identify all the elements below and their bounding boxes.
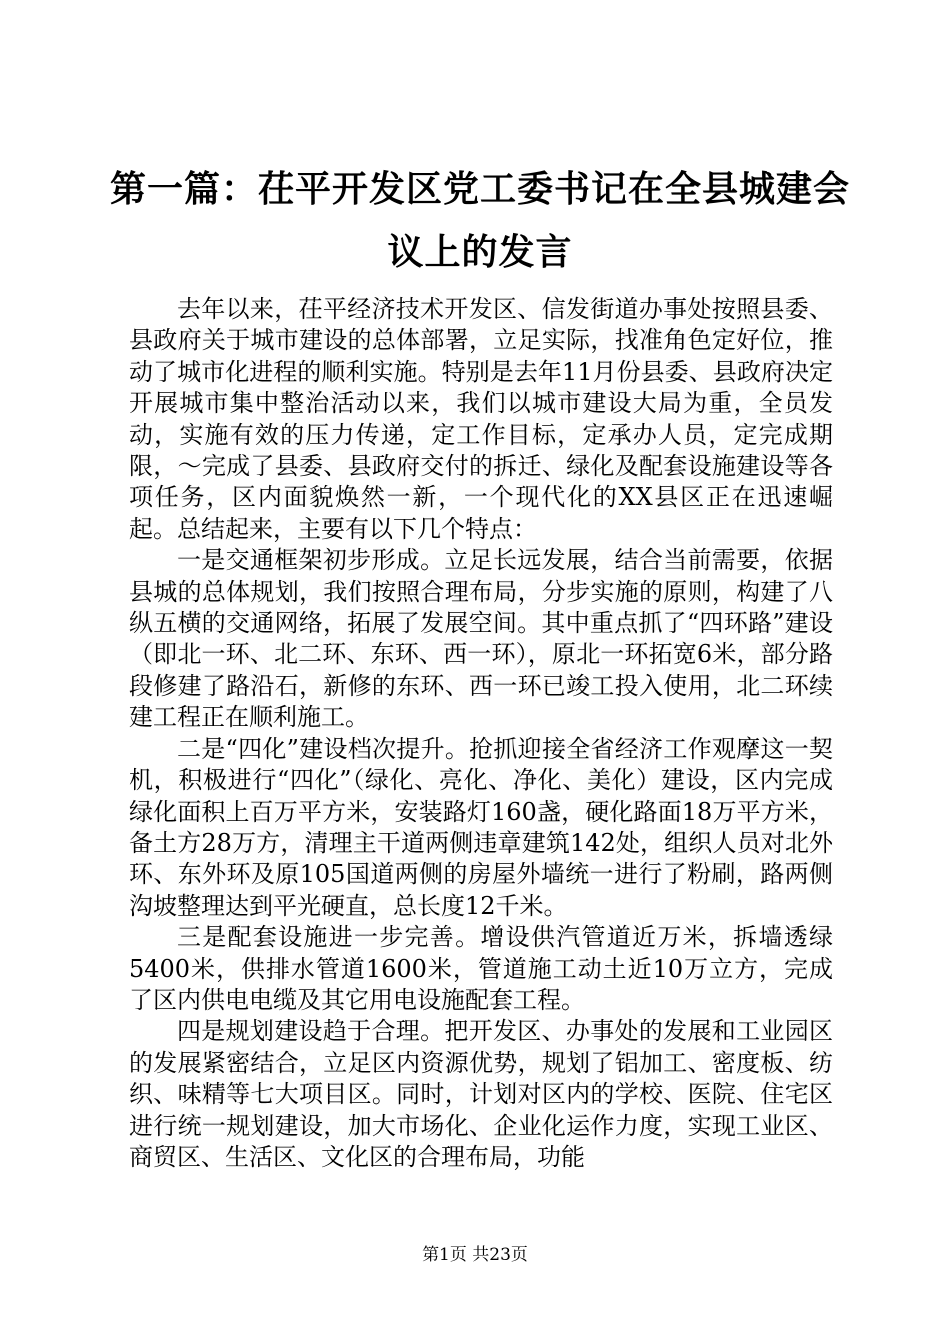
page-number: 第1页 共23页 (422, 1245, 528, 1265)
document-title: 第一篇：茌平开发区党工委书记在全县城建会议上的发言 (109, 168, 850, 273)
paragraph-facilities: 三是配套设施进一步完善。增设供汽管道近万米，拆墙透绿5400米，供排水管道1600米，管道施工动土近10万立方，完成了区内供电电缆及其它用电设施配套工程。 (129, 923, 833, 1014)
paragraph-planning: 四是规划建设趋于合理。把开发区、办事处的发展和工业园区的发展紧密结合，立足区内资源优势，规划了铝加工、密度板、纺织、味精等七大项目区。同时，计划对区内的学校、医院、住宅区进行统一规划建设，加大市场化、企业化运作力度，实现工业区、商贸区、生活区、文化区的合理布局，功能 (129, 1017, 833, 1171)
paragraph-transport: 一是交通框架初步形成。立足长远发展，结合当前需要，依据县城的总体规划，我们按照合理布局，分步实施的原则，构建了八纵五横的交通网络，拓展了发展空间。其中重点抓了“四环路”建设（即北一环、北二环、东环、西一环），原北一环拓宽6米，部分路段修建了路沿石，新修的东环、西一环已竣工投入使用，北二环续建工程正在顺利施工。 (129, 546, 833, 732)
paragraph-four-modernizations: 二是“四化”建设档次提升。抢抓迎接全省经济工作观摩这一契机，积极进行“四化”（绿化、亮化、净化、美化）建设，区内完成绿化面积上百万平方米，安装路灯160盏，硬化路面18万平方米，备土方28万方，清理主干道两侧违章建筑142处，组织人员对北外环、东外环及原105国道两侧的房屋外墙统一进行了粉刷，路两侧沟坡整理达到平光硬直，总长度12千米。 (129, 734, 833, 920)
paragraph-intro: 去年以来，茌平经济技术开发区、信发街道办事处按照县委、县政府关于城市建设的总体部署，立足实际，找准角色定好位，推动了城市化进程的顺利实施。特别是去年11月份县委、县政府决定开展城市集中整治活动以来，我们以城市建设大局为重，全员发动，实施有效的压力传递，定工作目标，定承办人员，定完成期限，～完成了县委、县政府交付的拆迁、绿化及配套设施建设等各项任务，区内面貌焕然一新，一个现代化的XX县区正在迅速崛起。总结起来，主要有以下几个特点： (129, 295, 833, 543)
document-body (129, 294, 833, 1173)
